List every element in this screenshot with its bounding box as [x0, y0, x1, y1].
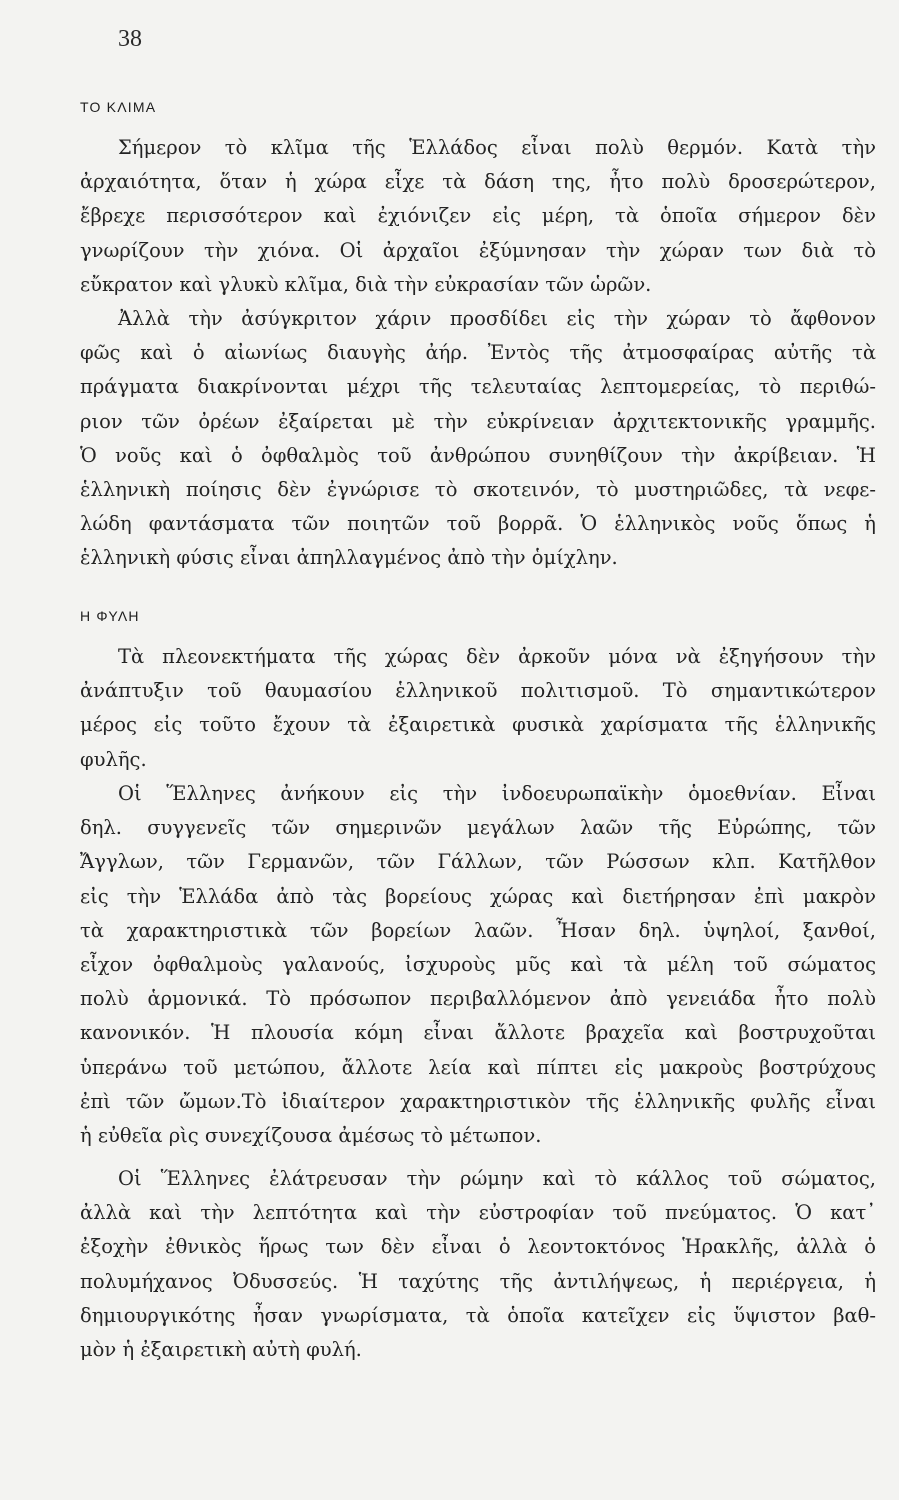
text-line: ἔβρεχε περισσότερον καὶ ἐχιόνιζεν εἰς μέρη, τὰ ὁποῖα σήμερον δὲν: [80, 204, 876, 228]
text-line: Ἀλλὰ τὴν ἀσύγκριτον χάριν προσδίδει εἰς τὴν χώραν τὸ ἄφθονον: [118, 307, 876, 330]
page-number: 38: [118, 26, 142, 52]
text-line: Σήμερον τὸ κλῖμα τῆς Ἑλλάδος εἶναι πολὺ θερμόν. Κατὰ τὴν: [118, 136, 876, 159]
section-heading-climate: ΤΟ ΚΛΙΜΑ: [80, 99, 157, 115]
text-line: κανονικόν. Ἡ πλουσία κόμη εἶναι ἄλλοτε βραχεῖα καὶ βοστρυχοῦται: [80, 1021, 876, 1045]
paragraph-climate-1: [80, 131, 876, 302]
text-line: φυλῆς.: [80, 747, 147, 771]
text-line: τὰ χαρακτηριστικὰ τῶν βορείων λαῶν. Ἦσαν δηλ. ὑψηλοί, ξανθοί,: [80, 918, 876, 942]
text-line: ἡ εὐθεῖα ρὶς συνεχίζουσα ἀμέσως τὸ μέτωπον.: [80, 1124, 542, 1148]
paragraph-climate-2: [80, 302, 876, 576]
text-line: ἑλληνικὴ ποίησις δὲν ἐγνώρισε τὸ σκοτεινόν, τὸ μυστηριῶδες, τὰ νεφε-: [80, 478, 876, 502]
paragraph-race-1: [80, 640, 876, 777]
text-line: εἶχον ὀφθαλμοὺς γαλανούς, ἰσχυροὺς μῦς καὶ τὰ μέλη τοῦ σώματος: [80, 953, 876, 977]
text-line: ἑλληνικὴ φύσις εἶναι ἀπηλλαγμένος ἀπὸ τὴν ὁμίχλην.: [80, 546, 618, 570]
text-line: ἐξοχὴν ἐθνικὸς ἥρως των δὲν εἶναι ὁ λεοντοκτόνος Ἡρακλῆς, ἀλλὰ ὁ: [80, 1235, 876, 1259]
text-line: πολὺ ἁρμονικά. Τὸ πρόσωπον περιβαλλόμενον ἀπὸ γενειάδα ἦτο πολὺ: [80, 987, 876, 1011]
text-line: ἐπὶ τῶν ὤμων.Τὸ ἰδιαίτερον χαρακτηριστικὸν τῆς ἑλληνικῆς φυλῆς εἶναι: [80, 1089, 876, 1113]
text-line: λώδη φαντάσματα τῶν ποιητῶν τοῦ βορρᾶ. Ὁ ἑλληνικὸς νοῦς ὅπως ἡ: [80, 512, 876, 536]
text-line: δηλ. συγγενεῖς τῶν σημερινῶν μεγάλων λαῶν τῆς Εὐρώπης, τῶν: [80, 816, 876, 840]
text-line: ἀρχαιότητα, ὅταν ἡ χώρα εἶχε τὰ δάση της, ἦτο πολὺ δροσερώτερον,: [80, 170, 876, 194]
text-line: ὑπεράνω τοῦ μετώπου, ἄλλοτε λεία καὶ πίπτει εἰς μακροὺς βοστρύχους: [80, 1055, 876, 1079]
text-line: Τὰ πλεονεκτήματα τῆς χώρας δὲν ἀρκοῦν μόνα νὰ ἐξηγήσουν τὴν: [118, 645, 876, 668]
text-line: Ὁ νοῦς καὶ ὁ ὀφθαλμὸς τοῦ ἀνθρώπου συνηθίζουν τὴν ἀκρίβειαν. Ἡ: [80, 443, 876, 467]
text-line: φῶς καὶ ὁ αἰωνίως διαυγὴς ἀήρ. Ἐντὸς τῆς ἀτμοσφαίρας αὐτῆς τὰ: [80, 341, 876, 365]
text-line: εἰς τὴν Ἑλλάδα ἀπὸ τὰς βορείους χώρας καὶ διετήρησαν ἐπὶ μακρὸν: [80, 884, 876, 908]
paragraph-race-3: [80, 1162, 876, 1367]
text-line: γνωρίζουν τὴν χιόνα. Οἱ ἀρχαῖοι ἐξύμνησαν τὴν χώραν των διὰ τὸ: [80, 238, 876, 262]
section-heading-race: Η ΦΥΛΗ: [80, 608, 140, 624]
text-line: Οἱ Ἕλληνες ἀνήκουν εἰς τὴν ἰνδοευρωπαϊκὴν ὁμοεθνίαν. Εἶναι: [118, 782, 876, 805]
text-line: εὔκρατον καὶ γλυκὺ κλῖμα, διὰ τὴν εὐκρασίαν τῶν ὡρῶν.: [80, 272, 652, 296]
text-line: ἀλλὰ καὶ τὴν λεπτότητα καὶ τὴν εὐστροφίαν τοῦ πνεύματος. Ὁ κατ᾽: [80, 1201, 876, 1225]
text-line: Ἄγγλων, τῶν Γερμανῶν, τῶν Γάλλων, τῶν Ρώσσων κλπ. Κατῆλθον: [80, 850, 876, 874]
text-line: μὸν ἡ ἐξαιρετικὴ αὐτὴ φυλή.: [80, 1338, 362, 1362]
paragraph-race-2: [80, 777, 876, 1153]
text-line: μέρος εἰς τοῦτο ἔχουν τὰ ἐξαιρετικὰ φυσικὰ χαρίσματα τῆς ἑλληνικῆς: [80, 713, 876, 737]
text-line: ριον τῶν ὀρέων ἐξαίρεται μὲ τὴν εὐκρίνειαν ἀρχιτεκτονικῆς γραμμῆς.: [80, 409, 876, 433]
text-line: δημιουργικότης ἦσαν γνωρίσματα, τὰ ὁποῖα κατεῖχεν εἰς ὕψιστον βαθ-: [80, 1303, 876, 1327]
text-line: πολυμήχανος Ὀδυσσεύς. Ἡ ταχύτης τῆς ἀντιλήψεως, ἡ περιέργεια, ἡ: [80, 1269, 876, 1293]
text-line: ἀνάπτυξιν τοῦ θαυμασίου ἑλληνικοῦ πολιτισμοῦ. Τὸ σημαντικώτερον: [80, 679, 876, 703]
text-line: Οἱ Ἕλληνες ἐλάτρευσαν τὴν ρώμην καὶ τὸ κάλλος τοῦ σώματος,: [118, 1167, 876, 1190]
text-line: πράγματα διακρίνονται μέχρι τῆς τελευταίας λεπτομερείας, τὸ περιθώ-: [80, 375, 876, 399]
